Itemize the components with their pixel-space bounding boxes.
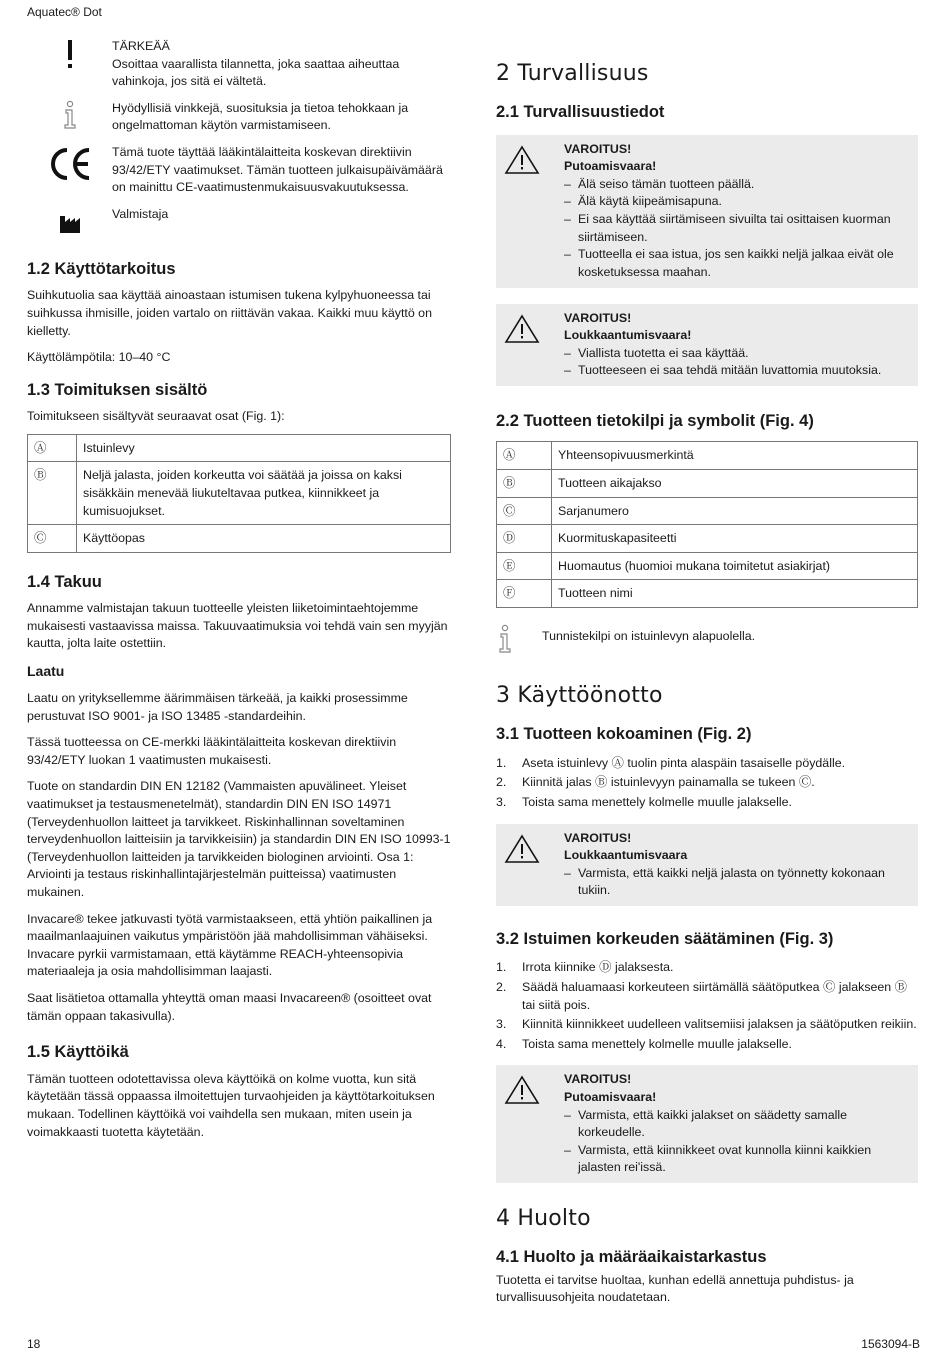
- section-1-2-title: 1.2 Käyttötarkoitus: [27, 259, 176, 278]
- warning-label: VAROITUS!: [564, 1072, 632, 1087]
- warning-label: VAROITUS!: [564, 141, 632, 156]
- section-2-2-title: 2.2 Tuotteen tietokilpi ja symbolit (Fig. 4): [496, 411, 814, 430]
- table-row: Ⓐ Yhteensopivuusmerkintä: [497, 442, 918, 470]
- warning-triangle-icon: [504, 141, 564, 282]
- section-2-title: 2 Turvallisuus: [496, 61, 649, 86]
- document-code: 1563094-B: [861, 1337, 920, 1351]
- quality-text: Laatu on yrityksellemme äärimmäisen tärkeää, ja kaikki prosessimme perustuvat ISO 9001- ja ISO 13485 -standardeihin.: [27, 690, 408, 723]
- part-text: Käyttöopas: [77, 525, 451, 553]
- list-item: 3. Kiinnitä kiinnikkeet uudelleen valitsemiisi jalaksen ja säätöputken reikiin.: [496, 1017, 917, 1032]
- info-text: Hyödyllisiä vinkkejä, suosituksia ja tietoa tehokkaan ja ongelmattoman käytön varmistamiseen.: [112, 100, 409, 133]
- part-text: Neljä jalasta, joiden korkeutta voi säätää ja joissa on kaksi sisäkkäin menevää liukuteltavaa putkea, kiinnikkeet ja kumisuojukset.: [77, 462, 451, 525]
- warning-triangle-icon: [504, 830, 564, 900]
- part-letter: Ⓐ: [28, 434, 77, 462]
- document-header: Aquatec® Dot: [27, 5, 102, 19]
- list-item: 2. Kiinnitä jalas Ⓑ istuinlevyyn painamalla se tukeen Ⓒ.: [496, 775, 815, 790]
- assembly-steps: [496, 755, 918, 812]
- environment-text: Invacare® tekee jatkuvasti työtä varmistaakseen, että yhtiön paikallinen ja maailmanlaajuinen vaikutus ympäristöön jää mahdollisimman vähäiseksi. Invacare pyrkii varmistamaan, että käytämme REACH-yhteensopivia materiaaleja ja osia mahdollisimman laajasti.: [27, 911, 433, 979]
- table-row: [28, 434, 451, 462]
- list-item: – Tuotteella ei saa istua, jos sen kaikki neljä jalkaa eivät ole kosketuksessa maahan.: [564, 247, 894, 279]
- info-note-text: Tunnistekilpi on istuinlevyn alapuolella.: [542, 629, 756, 644]
- table-row: Ⓑ Tuotteen aikajakso: [497, 470, 918, 498]
- list-item: – Älä käytä kiipeämisapuna.: [564, 194, 722, 209]
- delivery-contents-table: [27, 434, 451, 553]
- list-item: 3. Toista sama menettely kolmelle muulle jalakselle.: [496, 794, 792, 809]
- section-2-1-title: 2.1 Turvallisuustiedot: [496, 103, 665, 122]
- table-row: [28, 462, 451, 525]
- ce-mark-icon: [27, 144, 112, 197]
- list-item: – Varmista, että kiinnikkeet ovat kunnolla kiinni kaikkien jalasten rei'issä.: [564, 1142, 872, 1175]
- left-column: [27, 38, 451, 1150]
- warning-label: VAROITUS!: [564, 830, 632, 845]
- section-1-5-title: 1.5 Käyttöikä: [27, 1043, 129, 1062]
- info-icon: [27, 100, 112, 135]
- maintenance-text: Tuotetta ei tarvitse huoltaa, kunhan edellä annettuja puhdistus- ja turvallisuusohjeita noudatetaan.: [496, 1272, 854, 1305]
- warning-box-injury: [496, 304, 918, 386]
- ce-text: Tämä tuote täyttää lääkintälaitteita koskevan direktiivin 93/42/ETY vaatimukset. Tämän tuotteen julkaisupäivämäärä on mainittu CE-vaatimustenmukaisuusvakuutuksessa.: [112, 145, 443, 195]
- symbol-row-manufacturer: [27, 206, 451, 234]
- warning-title: Loukkaantumisvaara!: [564, 328, 692, 343]
- right-column: [496, 58, 918, 1316]
- list-item: – Varmista, että kaikki neljä jalasta on työnnetty kokonaan tukiin.: [564, 865, 885, 898]
- section-1-4-title: 1.4 Takuu: [27, 572, 102, 591]
- section-1-3-title: 1.3 Toimituksen sisältö: [27, 380, 208, 399]
- manufacturer-text: Valmistaja: [112, 206, 169, 221]
- list-item: – Ei saa käyttää siirtämiseen sivuilta tai osittaisen kuorman siirtämiseen.: [564, 212, 891, 244]
- table-row: [28, 525, 451, 553]
- symbol-row-info: [27, 100, 451, 135]
- section-4-title: 4 Huolto: [496, 1206, 591, 1232]
- warning-box-assembly: [496, 824, 918, 906]
- manufacturer-icon: [27, 206, 112, 234]
- table-row: Ⓒ Sarjanumero: [497, 497, 918, 525]
- list-item: 1. Irrota kiinnike Ⓓ jalaksesta.: [496, 960, 674, 975]
- list-item: – Tuotteeseen ei saa tehdä mitään luvattomia muutoksia.: [564, 363, 882, 378]
- warning-triangle-icon: [504, 1071, 564, 1177]
- warning-title: Putoamisvaara!: [564, 159, 657, 174]
- warning-title: Loukkaantumisvaara: [564, 848, 688, 863]
- list-item: 1. Aseta istuinlevy Ⓐ tuolin pinta alaspäin tasaiselle pöydälle.: [496, 755, 846, 770]
- list-item: – Varmista, että kaikki jalakset on säädetty samalle korkeudelle.: [564, 1107, 848, 1140]
- section-3-2-title: 3.2 Istuimen korkeuden säätäminen (Fig. 3): [496, 929, 834, 948]
- section-1-2-text: Suihkutuolia saa käyttää ainoastaan istumisen tukena kylpyhuoneessa tai suihkussa ihmisille, joiden vartalo on riittävän vakaa. Kaikki muu käyttö on kielletty.: [27, 288, 432, 338]
- warranty-text: Annamme valmistajan takuun tuotteelle yleisten liiketoimintaehtojemme mukaisesti vastaavissa maissa. Takuuvaatimuksia voi tehdä vain sen myyjän kautta, jolta laite ostettiin.: [27, 601, 448, 651]
- section-1-3-intro: Toimitukseen sisältyvät seuraavat osat (Fig. 1):: [27, 409, 285, 424]
- important-label: TÄRKEÄÄ: [112, 39, 170, 53]
- info-icon: [496, 624, 542, 654]
- ce-class-text: Tässä tuotteessa on CE-merkki lääkintälaitteita koskevan direktiivin 93/42/ETY luokan 1 vaatimusten mukaisesti.: [27, 735, 397, 767]
- exclamation-icon: [27, 38, 112, 91]
- page-number: 18: [27, 1337, 41, 1351]
- list-item: – Viallista tuotetta ei saa käyttää.: [564, 345, 749, 360]
- list-item: – Älä seiso tämän tuotteen päällä.: [564, 176, 755, 191]
- contact-text: Saat lisätietoa ottamalla yhteyttä oman maasi Invacareen® (osoitteet ovat tämän oppaan takasivulla).: [27, 991, 432, 1023]
- section-3-title: 3 Käyttöönotto: [496, 683, 663, 709]
- list-item: 2. Säädä haluamaasi korkeuteen siirtämällä säätöputkea Ⓒ jalakseen Ⓑ tai siitä pois.: [496, 980, 908, 1012]
- operating-temperature: Käyttölämpötila: 10–40 °C: [27, 350, 171, 365]
- standards-text: Tuote on standardin DIN EN 12182 (Vammaisten apuvälineet. Yleiset vaatimukset ja testausmenetelmät), standardin DIN EN ISO 14971 (Terveydenhuollon laitteet ja tarvikkeet. Riskinhallinnan soveltaminen terveydenhuollon laitteisiin ja tarvikkeisiin) ja standardin DIN EN ISO 10993-1 (Terveydenhuollon laitteiden ja tarvikkeiden biologinen arviointi. Osa 1: Arviointi ja testaus riskinhallintajärjestelmän puitteissa) vaatimusten mukainen.: [27, 779, 451, 900]
- table-row: Ⓕ Tuotteen nimi: [497, 580, 918, 608]
- height-adjust-steps: [496, 959, 918, 1053]
- warning-triangle-icon: [504, 310, 564, 380]
- lifetime-text: Tämän tuotteen odotettavissa oleva käyttöikä on kolme vuotta, kun sitä käytetään tässä oppaassa ilmoitettujen turvaohjeiden ja käyttötarkoituksen mukaan. Todellinen käyttöikä voi vaihdella sen mukaan, miten usein ja voimakkaasti tuotetta käytetään.: [27, 1071, 435, 1139]
- warning-title: Putoamisvaara!: [564, 1090, 657, 1105]
- warning-box-height: [496, 1065, 918, 1183]
- part-letter: Ⓑ: [28, 462, 77, 525]
- table-row: Ⓓ Kuormituskapasiteetti: [497, 525, 918, 553]
- important-text: Osoittaa vaarallista tilannetta, joka saattaa aiheuttaa vahinkoja, jos sitä ei vältetä.: [112, 56, 400, 89]
- symbol-row-ce: [27, 144, 451, 197]
- warning-label: VAROITUS!: [564, 310, 632, 325]
- label-info-note: [496, 624, 918, 654]
- section-3-1-title: 3.1 Tuotteen kokoaminen (Fig. 2): [496, 725, 752, 744]
- label-symbols-table: [496, 441, 918, 608]
- list-item: 4. Toista sama menettely kolmelle muulle jalakselle.: [496, 1036, 792, 1051]
- part-text: Istuinlevy: [77, 434, 451, 462]
- warning-box-fall: [496, 135, 918, 288]
- part-letter: Ⓒ: [28, 525, 77, 553]
- quality-subtitle: Laatu: [27, 663, 65, 680]
- section-4-1-title: 4.1 Huolto ja määräaikaistarkastus: [496, 1248, 767, 1267]
- symbol-row-important: [27, 38, 451, 91]
- table-row: Ⓔ Huomautus (huomioi mukana toimitetut asiakirjat): [497, 552, 918, 580]
